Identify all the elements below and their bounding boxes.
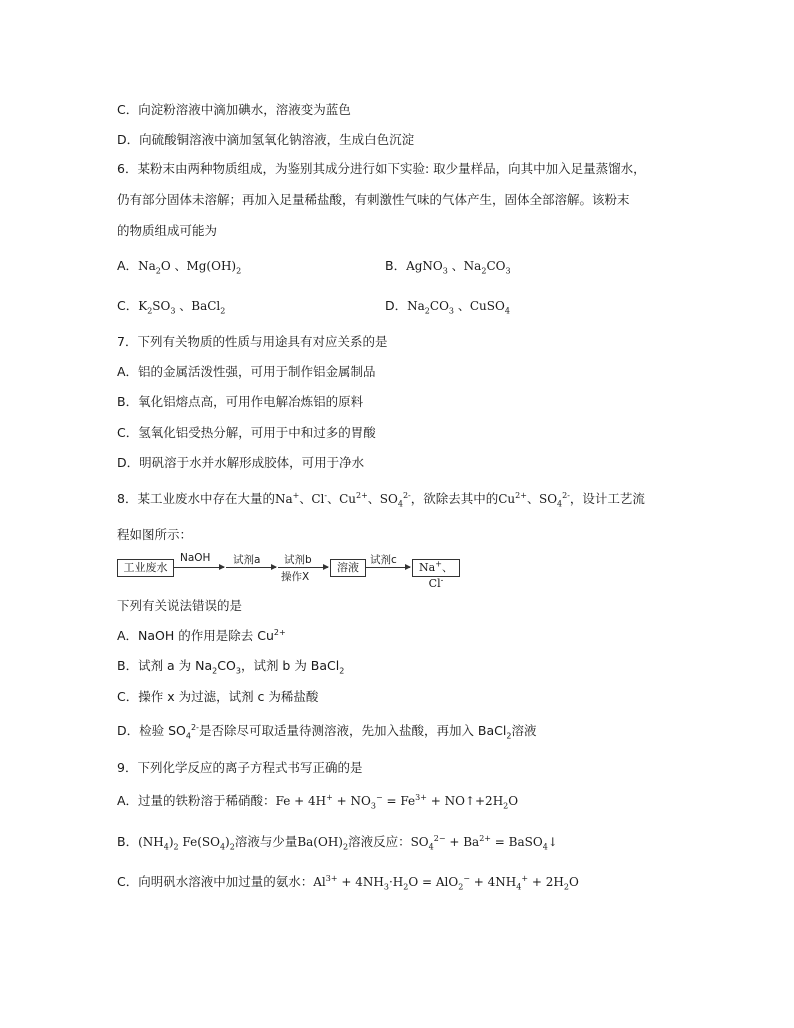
q5-option-d: D．向硫酸铜溶液中滴加氢氧化钠溶液，生成白色沉淀 [117,132,415,147]
q6-stem-line1: 6．某粉末由两种物质组成，为鉴别其成分进行如下实验: 取少量样品，向其中加入足量蒸馏水， [117,161,646,176]
q6-option-d: D．$Na_2CO_3$ 、CuSO$_4$ [385,298,510,316]
q7-option-d: D．明矾溶于水并水解形成胶体，可用于净水 [117,455,365,470]
flow-operation-x: 操作X [281,571,310,583]
process-flow-diagram [117,552,462,590]
q5-option-c: C．向淀粉溶液中滴加碘水，溶液变为蓝色 [117,102,351,117]
q7-option-a: A．铝的金属活泼性强，可用于制作铝金属制品 [117,364,376,379]
q9-option-b: B．$(NH_4)_2$ $Fe(SO_4)_2$溶液与少量$Ba(OH)_2$溶液反应：$SO_4^{2-} + Ba^{2+}$ = BaSO$_4$↓ [117,834,558,852]
flow-arrow-2 [226,567,276,568]
flow-reagent-b: 试剂b [284,554,312,566]
q8-prompt: 下列有关说法错误的是 [117,598,243,613]
q7-option-c: C．氢氧化铝受热分解，可用于中和过多的胃酸 [117,425,376,440]
flow-reagent-c: 试剂c [370,554,397,566]
flow-arrow-3 [278,567,328,568]
q8-option-c: C．操作 x 为过滤，试剂 c 为稀盐酸 [117,689,319,704]
flow-box-wastewater: 工业废水 [117,559,174,577]
flow-reagent-a: 试剂a [233,554,261,566]
q6-stem-line2: 仍有部分固体未溶解；再加入足量稀盐酸，有刺激性气味的气体产生，固体全部溶解。该粉末 [117,192,630,207]
q6-stem-line3: 的物质组成可能为 [117,223,218,238]
q8-stem-line1: 8．某工业废水中存在大量的Na+、Cl-、$Cu^{2+}$、$SO_4^{2-}$，欲除去其中的$Cu^{2+}$、$SO_4^{2-}$，设计工艺流 [117,491,645,509]
q7-stem: 7．下列有关物质的性质与用途具有对应关系的是 [117,334,388,349]
flow-reagent-naoh: NaOH [180,552,211,564]
q8-option-b: B．试剂 a 为 $Na_2CO_3$，试剂 b 为 BaCl$_2$ [117,658,345,676]
q8-option-d: D．检验 $SO_4^{2-}$是否除尽可取适量待测溶液，先加入盐酸，再加入 BaCl$_2$溶液 [117,722,537,741]
q8-option-a: A．NaOH 的作用是除去 $Cu^{2+}$ [117,627,286,643]
flow-arrow-1 [174,567,224,568]
q9-option-c: C．向明矾水溶液中加过量的氨水：$Al^{3+} + 4NH_3\cdot H_2O = AlO_2^- + 4NH_4^+ + 2H_2O$ [117,874,579,892]
q6-option-b: B．AgNO$_3$ 、$Na_2CO_3$ [385,258,511,276]
q6-option-a: A．$Na_2O$ 、$Mg(OH)_2$ [117,258,242,276]
q9-stem: 9．下列化学反应的离子方程式书写正确的是 [117,760,363,775]
flow-box-solution: 溶液 [330,559,366,577]
q8-stem-line2: 程如图所示： [117,527,193,542]
q9-option-a: A．过量的铁粉溶于稀硝酸：$Fe + 4H^+ + NO_3^- = Fe^{3+}$ + $NO↑+2H_2O$ [117,793,519,811]
q7-option-b: B．氧化铝熔点高，可用作电解冶炼铝的原料 [117,394,364,409]
q6-option-c: C．$K_2SO_3$ 、BaCl$_2$ [117,298,226,316]
flow-box-product-ions: Na+、Cl- [412,559,460,577]
flow-arrow-4 [366,567,410,568]
